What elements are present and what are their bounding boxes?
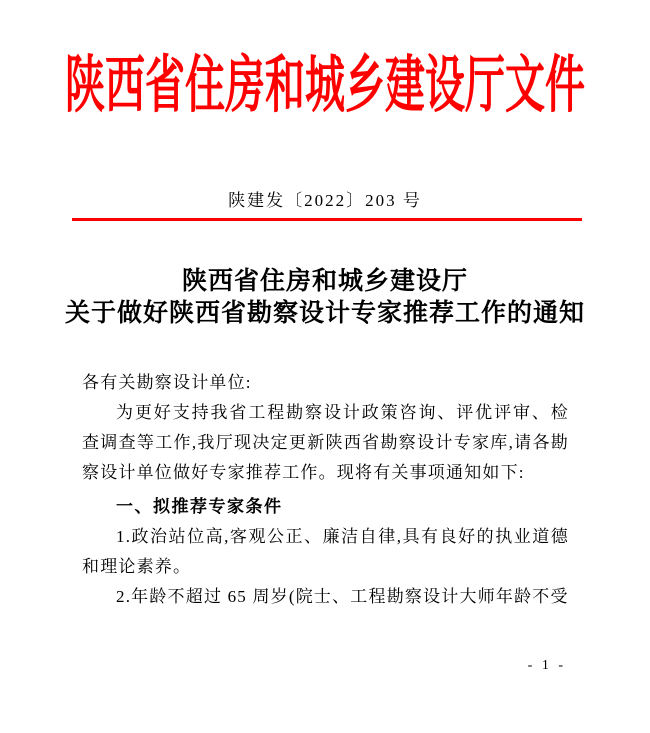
section-1-heading: 一、拟推荐专家条件 xyxy=(116,497,283,516)
red-divider-line xyxy=(72,218,582,221)
document-title-line2: 关于做好陕西省勘察设计专家推荐工作的通知 xyxy=(64,300,585,327)
intro-paragraph: 为更好支持我省工程勘察设计政策咨询、评优评审、检查调查等工作,我厅现决定更新陕西省勘察设计专家库,请各勘察设计单位做好专家推荐工作。现将有关事项通知如下: xyxy=(82,403,569,482)
document-body xyxy=(82,368,569,612)
condition-item-1: 1.政治站位高,客观公正、廉洁自律,具有良好的执业道德和理论素养。 xyxy=(82,527,569,576)
document-reference-number: 陕建发〔2022〕203 号 xyxy=(228,191,422,210)
document-title-line1: 陕西省住房和城乡建设厅 xyxy=(181,268,468,295)
condition-item-2: 2.年龄不超过 65 周岁(院士、工程勘察设计大师年龄不受 xyxy=(116,587,569,606)
document-title xyxy=(0,266,650,330)
issuing-agency-banner-title: 陕西省住房和城乡建设厅文件 xyxy=(65,50,585,121)
salutation-line: 各有关勘察设计单位: xyxy=(82,373,252,392)
page-number: - 1 - xyxy=(527,658,566,673)
